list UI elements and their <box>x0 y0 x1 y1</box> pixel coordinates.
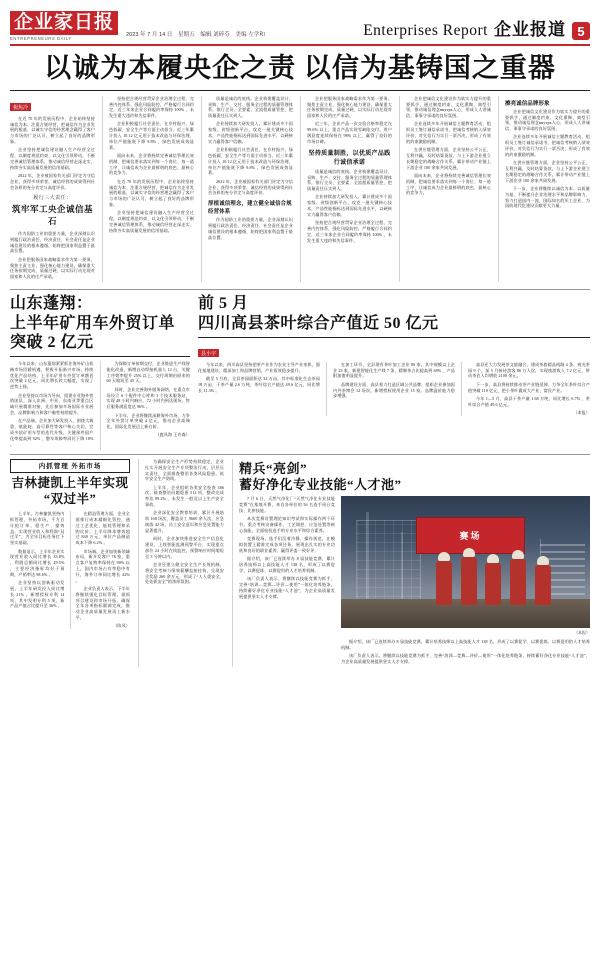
headline-line: 突破 2 亿元 <box>10 333 94 351</box>
gaoxian-col-1 <box>198 362 320 416</box>
paragraph: 企业把服务国家战略需求作为第一要务，聚焦主责主业，强化核心能力建设，确保重大任务按期完成、质量过硬，以实际行动兑现对国家和人民的庄严承诺。 <box>307 95 392 119</box>
article-signature: （鹿凤海 王许森） <box>155 432 190 438</box>
article-jilin <box>10 459 130 667</box>
paragraph: 企业连续多年开展诚信主题教育活动，组织员工签订诚信承诺书，把诚信考核纳入绩效评价，对失信行为实行一票否决，形成了有效的约束激励机制。 <box>505 134 590 157</box>
photo-worker <box>485 563 501 605</box>
author-tag: 楊焦冷 <box>10 103 31 111</box>
paragraph: 企业把诚信文化建设作为软实力提升的重要抓手，通过制度约束、文化熏陶、典型引领，推动诚信理念внутрь人心，形成人人讲诚信、事事守承诺的良好氛围。 <box>505 108 590 132</box>
logo-cn: 企业家日报 <box>10 11 118 35</box>
paragraph: 面向未来，企业将持续完善诚信管理长效机制，把诚信要求落实到每一个岗位、每一道工序，让诚信成为企业最鲜明的底色、最核心的竞争力。 <box>406 172 491 196</box>
paragraph: 企业坚持以市场为导向，组建专业海外营销团队，深入非洲、中亚、东南亚等重点区域开展精准对接，先后参加多场国际专业展会，品牌影响力和客户黏性持续提升。 <box>10 392 94 415</box>
photo-competition <box>341 496 590 628</box>
jilin-kicker: 内抓管理 外拓市场 <box>10 459 130 473</box>
paragraph: 企业深化安全教育培训，累计开展培训 168 场次，覆盖员工 9600 余人次，应急演练 42 场，员工安全意识和应急处置能力显著提升。 <box>145 510 224 533</box>
paragraph: 企业积极履行社会责任，在乡村振兴、绿色低碳、安全生产等方面主动担当，近三年累计投入 10.12 亿元用于技术改造与环保治理，单位产值能耗下降 9.8% ，绿色发展成效显著。 <box>208 147 293 176</box>
lead-column-5 <box>399 96 491 283</box>
lead-column-2 <box>102 96 194 283</box>
page-title: 以诚为本履央企之责 以信为基铸国之重器 <box>10 46 590 91</box>
headline-line: 精兵“亮剑” <box>239 460 308 476</box>
paragraph: 企业把诚信文化建设作为软实力提升的重要抓手，通过制度约束、文化熏陶、典型引领，推动诚信理念внутрь人心，形成人人讲诚信、事事守承诺的良好氛围。 <box>406 95 491 119</box>
headline-line: 前 5 月 <box>198 295 249 313</box>
masthead-meta: 2023 年 7 月 14 日 星期五 编辑 刘碎芬 美编 左学和 <box>126 32 265 38</box>
paragraph: 该厂负责人表示，将继续以技能竞赛为抓手，完善“培训—竞赛—评价—使用”一体化培养链条，持续蓄好净化专业技能“人才池”，为企业高质量发展提供坚实人才支撑。 <box>239 576 335 599</box>
paragraph: 截至 5 月底，全县茶园面积达 32 万亩，其中标准化生态茶园 18 万亩，干茶产量 2.6 万吨，茶叶综合产值达 49.6 亿元，同比增长 11.3% 。 <box>198 375 320 393</box>
headline-line: 山东蓬翔： <box>10 295 93 313</box>
article-gaoxian <box>198 294 590 449</box>
lead-article <box>10 91 590 286</box>
paragraph: 在加工环节，全县现有茶叶加工企业 86 家，其中规模以上企业 23 家，新建智能化生产线 7 条，精制茶占比提高到 68% ，产品附加值明显提升。 <box>333 361 455 379</box>
paragraph: 据介绍，该厂已连续举办 8 届技能竞赛，累计培养技师以上高技能人才 138 名，形成了以赛促学、以赛促练、以赛促用的人才培养机制。 <box>341 638 590 650</box>
headline-line: “双过半” <box>43 491 97 506</box>
paragraph: 该厂负责人表示，将继续以技能竞赛为抓手，完善“培训—竞赛—评价—使用”一体化培养链条，持续蓄好净化专业技能“人才池”，为企业高质量发展提供坚实人才支撑。 <box>341 653 590 664</box>
paragraph: 同时，企业完善海外服务网络，在重点市场设立 6 个配件中心库和 3 个技术服务站，实现 48 小时内响应、72 小时内到达现场，售后服务满意度达 96% 。 <box>106 386 190 410</box>
paragraph: 在精益管理方面，企业全面推行成本精细化管控，通过工艺优化、能耗管理和采购比价，上半年降本增效超过 840 万元，单位产品制造成本下降 6.2% 。 <box>75 511 130 546</box>
paragraph: 企业把服务国家战略需求作为第一要务，聚焦主责主业，强化核心能力建设，确保重大任务按期完成、质量过硬，以实际行动兑现对国家和人民的庄严承诺。 <box>10 256 95 280</box>
photo-rig-1 <box>366 512 369 604</box>
lead-col3-text <box>208 96 293 197</box>
article-shandong <box>10 294 190 449</box>
paragraph: 市场端，企业加快新领域布局，新开发客户 76 家，重点客户复购率保持在 90% 以上，国内市场占有率稳中有升，海外订单同比增长 42% 。 <box>75 548 130 583</box>
paragraph: 下半年，企业将继续深耕海外市场，力争全年外贸订单突破 4 亿元，推动企业高端化、国际化发展迈上新台阶。 <box>106 412 190 430</box>
paragraph: 数据显示，上半年企业实现营业收入同比增长 33.8% ，利润总额同比增长 29.5% ，主要经济指标均好于预期，产销率达 98.6% 。 <box>10 548 65 577</box>
paragraph: 本次竞赛设置理论知识考试和实际操作两个环节，重点考核设备操作、工艺调控、应急处置等核心技能，全面检验选手的专业水平和综合素养。 <box>239 516 335 533</box>
headline-line: 上半年矿用车外贸订单 <box>10 314 176 332</box>
jilin-col-1 <box>10 511 65 629</box>
article-gaoxian-headline <box>198 294 590 332</box>
byline <box>10 96 95 114</box>
page-number-badge: 5 <box>572 22 590 40</box>
paragraph: 企业连续多年开展诚信主题教育活动，组织员工签订诚信承诺书，把诚信考核纳入绩效评价，对失信行为实行一票否决，形成了有效的约束激励机制。 <box>406 121 491 144</box>
paragraph: 品牌建设方面，高县着力打造区域公共品牌，组织企业参加国内外茶博会 12 场次，新增授权使用企业 15 家，品牌溢价能力稳步增强。 <box>333 381 455 399</box>
photo-article-headline <box>239 461 590 494</box>
gaoxian-col-3 <box>461 362 590 416</box>
lead-col5-text <box>406 96 491 197</box>
lead-column-1 <box>10 96 95 283</box>
logo-en: ENTREPRENEURS DAILY <box>10 36 72 41</box>
photo-banner-text: 赛场 <box>459 531 482 542</box>
paragraph: 在产品端，企业加大研发投入，围绕大载重、低能耗、高可靠性等客户核心关切，完成多款矿用车型的迭代升级，关键部件国产化率提高到 92% ，整车故障率同比下降 18% 。 <box>10 418 94 447</box>
photo-article-lead <box>239 496 335 667</box>
logo-block <box>10 11 118 41</box>
paragraph: 在供应链管理方面，企业坚持公平公正、互利共赢，及时结算货款，与上下游企业建立长期稳定的战略合作关系，累计带动产业链上下游企业 100 余家共同发展。 <box>505 160 590 183</box>
paragraph: 质量是诚信的底线。企业构建覆盖设计、采购、生产、交付、服务全过程的质量管理体系，推行全员、全要素、全流程质量管控，把质量责任压实到人。 <box>307 168 392 192</box>
paragraph: 企业坚持把诚信建设融入生产经营全过程，以制度规范约束、以文化引领带动，不断完善诚信管理体系，推动诚信经营走深走实，持续夯实高质量发展的信用基础。 <box>10 147 95 170</box>
paragraph: 今年以来，山东蓬翔紧紧抓住海外矿山机械市场回暖机遇，积极开拓新兴市场，持续优化产品结构，上半年矿用车外贸订单额首次突破 2 亿元，同比增长较大幅度，实现了逆势上扬。 <box>10 361 94 390</box>
paragraph: 据介绍，该厂已连续举办 8 届技能竞赛，累计培养技师以上高技能人才 138 名，形成了以赛促学、以赛促练、以赛促用的人才培养机制。 <box>239 556 335 573</box>
paragraph: 企业持续加大研发投入，累计建成多个国家级、省级创新平台，攻克一批关键核心技术，产品性能指标达到国际先进水平，以硬核实力赢得客户信赖。 <box>307 194 392 217</box>
paragraph: 近三年，企业产品一次交验合格率稳定在 99.6% 以上，重点产品实现零缺陷交付，用户满意度连续保持在 98% 以上，赢得了良好的市场口碑。 <box>307 121 392 144</box>
paragraph: 上半年，吉林捷凯坚持内抓管理、外拓市场，千方百计抢订单、稳生产、提效益，实现营业收入和利润“双过半”，为全年目标任务打下坚实基础。 <box>10 511 65 546</box>
lead-column-6 <box>498 96 590 283</box>
jilin-headline <box>10 476 130 507</box>
paragraph: 7 月 6 日，天然气净化厂“天然气净化专业技能竞赛”在基地开赛，来自各单位的 56 名选手同台竞技、比拼技能。 <box>239 496 335 513</box>
paragraph: 今年以来，四川高县坚持把茶产业作为农业主导产业来抓，强化基地建设、精深加工和品牌营销，产业质效稳步提升。 <box>198 361 320 373</box>
paragraph: 高县还大力发展茶文旅融合，建成茶旅精品线路 4 条、观光茶园 9 个，前 5 月接待游客 86 万人次，实现旅游收入 7.2 亿元，带动茶农人均增收 2100 余元。 <box>468 361 590 379</box>
paragraph: 作为国防工业的重要力量，企业深刻认识到履行政治责任、经济责任、社会责任是企业诚信建设的根本遵循，始终把国家利益置于最高位置。 <box>10 230 95 254</box>
photo-worker <box>535 565 551 605</box>
lead-col6-text <box>505 109 590 210</box>
paragraph: 下一步，高县将持续推动茶产业链延伸，力争全年茶叶综合产值突破 110 亿元，把小茶叶做成大产业、富民产业。 <box>468 381 590 393</box>
paragraph: 质量是诚信的底线。企业构建覆盖设计、采购、生产、交付、服务全过程的质量管理体系，推行全员、全要素、全流程质量管控，把质量责任压实到人。 <box>208 95 293 119</box>
photo-block <box>341 496 590 667</box>
section-three-middle <box>138 459 224 667</box>
kicker-big: 筑牢军工央企诚信基石 <box>11 203 93 226</box>
lead-col4-text-2 <box>307 169 392 244</box>
paragraph: 上半年，企业组织各类安全检查 386 次，排查整治问题隐患 512 项，整改完成率达 99.2% ，未发生一般及以上生产安全事故。 <box>145 484 224 508</box>
paragraph: 企业还建立健全安全生产长效机制，将安全考核与绩效薪酬直接挂钩，兑现安全奖励 260 余万元，形成了“人人重安全、处处抓安全”的浓厚氛围。 <box>145 561 224 585</box>
shandong-col-1 <box>10 361 94 450</box>
subheading-right: 擦亮诚信品牌形象 <box>505 100 550 107</box>
paragraph: 企业负责人表示，下半年将继续强化目标管理，狠抓项目建设和市场开拓，确保全年各项指标圆满完成，推动企业高质量发展再上新水平。 <box>75 585 130 620</box>
headline-line: 四川高县茶叶综合产值近 50 亿元 <box>198 314 439 332</box>
paragraph: 在供应链管理方面，企业坚持公平公正、互利共赢，及时结算货款，与上下游企业建立长期稳定的战略合作关系，累计带动产业链上下游企业 100 余家共同发展。 <box>406 147 491 170</box>
section-title-cn: 企业报道 <box>494 20 566 39</box>
author-tag-gaoxian: 县小宇 <box>198 349 219 357</box>
headline-line: 吉林捷凯上半年实现 <box>11 475 129 490</box>
subheading: 厚植诚信理念，建立健全诚信合规经营体系 <box>208 201 292 216</box>
article-signature: （陈凤） <box>113 623 130 629</box>
gaoxian-col-2 <box>326 362 455 416</box>
photo-worker <box>510 559 526 605</box>
middle-text <box>145 459 224 585</box>
paragraph: 为保障订单按期交付，企业推进生产线智能化改造，新增自动焊接机器人 12 台，关键工序效率提升 25% 以上，交付周期由原来的 60 天缩短至 45 天。 <box>106 361 190 384</box>
paragraph: 2022 年，企业被国家有关部门评定为守信企业，获得多项荣誉，诚信经营的成果得到社会各界的充分肯定与高度评价。 <box>10 173 95 190</box>
paragraph: 企业坚持把诚信建设融入生产经营全过程，以制度规范约束、以文化引领带动，不断完善诚信管理体系，推动诚信经营走深走实，持续夯实高质量发展的信用基础。 <box>109 210 194 233</box>
photo-article-tail <box>341 639 590 665</box>
jilin-col-2 <box>70 511 131 629</box>
lead-col3-text-2 <box>208 217 293 240</box>
masthead-right <box>363 15 590 41</box>
lead-column-4 <box>300 96 392 283</box>
paragraph: 同时，企业加快推进安全生产信息化建设，上线智能监测预警平台，实现重点部位 24 小时在线监控，预警响应时间缩短至 3 分钟以内。 <box>145 536 224 559</box>
lead-col2-text <box>109 96 194 234</box>
divider <box>10 289 590 290</box>
divider-2 <box>10 454 590 455</box>
photo-worker <box>436 561 452 605</box>
lead-col1-text <box>10 116 95 191</box>
lead-col4-text <box>307 96 392 145</box>
photo-worker <box>461 557 477 605</box>
paragraph: 坚持把合规经营贯穿企业治理全过程，完善内控体系，强化风险防控，严格履行合同约定，近三年来企业合同履约率保持 100% ，未发生重大违约和失信事件。 <box>109 95 194 119</box>
article-photo <box>232 459 590 667</box>
paragraph: 竞赛现场，选手们沉着冷静、操作规范，在模拟装置上精准完成各项任务，展现出扎实的专业功底和良好的职业素养，赢得评委一致好评。 <box>239 536 335 553</box>
section-two <box>10 294 590 449</box>
data-note: 今年 1—5 月，高县干茶产量 1.68 万吨，同比增长 6.7% ，茶叶综合产值 49.6 亿元。 <box>468 395 590 407</box>
paragraph: 作为国防工业的重要力量，企业深刻认识到履行政治责任、经济责任、社会责任是企业诚信建设的根本遵循，始终把国家利益置于最高位置。 <box>208 217 293 240</box>
subheading: 坚持质量制胜，以优质产品践行诚信承诺 <box>308 150 391 166</box>
shandong-col-2 <box>100 361 191 450</box>
article-shandong-headline <box>10 294 190 352</box>
section-three <box>10 459 590 667</box>
masthead <box>10 6 590 46</box>
photo-caption: （本报） <box>574 629 590 635</box>
paragraph: 企业坚持以创新驱动发展，上半年研发投入同比增长 21% ，新增授权专利 14 项，其中发明专利 5 项，新产品产值占比提升至 36% 。 <box>10 580 65 609</box>
section-title-en: Enterprises Report <box>363 22 488 39</box>
paragraph: 面向未来，企业将持续完善诚信管理长效机制，把诚信要求落实到每一个岗位、每一道工序，让诚信成为企业最鲜明的底色、最核心的竞争力。 <box>109 153 194 176</box>
paragraph: 在近 70 年的发展历程中，企业始终坚持诚信为本、注重合规经营，把诚信作为企业发展的根基，以诚实守信的经营理念赢得了客户与市场的广泛认可，树立起了良好的品牌形象。 <box>109 178 194 207</box>
paragraph: 企业持续加大研发投入，累计建成多个国家级、省级创新平台，攻克一批关键核心技术，产品性能指标达到国际先进水平，以硬核实力赢得客户信赖。 <box>208 121 293 144</box>
paragraph: 为确保安全生产形势持续稳定，企业扎实开展安全生产专项整治行动，层层压实责任，全面排查整治各类风险隐患，筑牢安全生产防线。 <box>145 458 224 482</box>
paragraph: 在近 70 年的发展历程中，企业始终坚持诚信为本、注重合规经营，把诚信作为企业发展的根基，以诚实守信的经营理念赢得了客户与市场的广泛认可，树立起了良好的品牌形象。 <box>10 115 95 144</box>
paragraph: 下一步，企业将继续以诚信为本、以质量为基，不断提升企业治理水平和品牌影响力，努力打造国内一流、国际知名的军工企业，为国防现代化建设贡献更大力量。 <box>505 185 590 209</box>
paragraph: 企业积极履行社会责任，在乡村振兴、绿色低碳、安全生产等方面主动担当，近三年累计投入 10.12 亿元用于技术改造与环保治理，单位产值能耗下降 9.8% ，绿色发展成效显著。 <box>109 121 194 150</box>
photo-rig-2 <box>401 532 403 605</box>
article-signature: （本报） <box>573 410 590 415</box>
paragraph: 2022 年，企业被国家有关部门评定为守信企业，获得多项荣誉，诚信经营的成果得到社会各界的充分肯定与高度评价。 <box>208 178 293 196</box>
lead-kicker <box>10 194 95 227</box>
kicker-small: 履行三大责任： <box>33 196 72 202</box>
lead-column-3 <box>201 96 293 283</box>
lead-col1-text-2 <box>10 231 95 280</box>
paragraph: 坚持把合规经营贯穿企业治理全过程，完善内控体系，强化风险防控，严格履行合同约定，近三年来企业合同履约率保持 100% ，未发生重大违约和失信事件。 <box>307 220 392 243</box>
headline-line: 蓄好净化专业技能“人才池” <box>239 477 402 493</box>
